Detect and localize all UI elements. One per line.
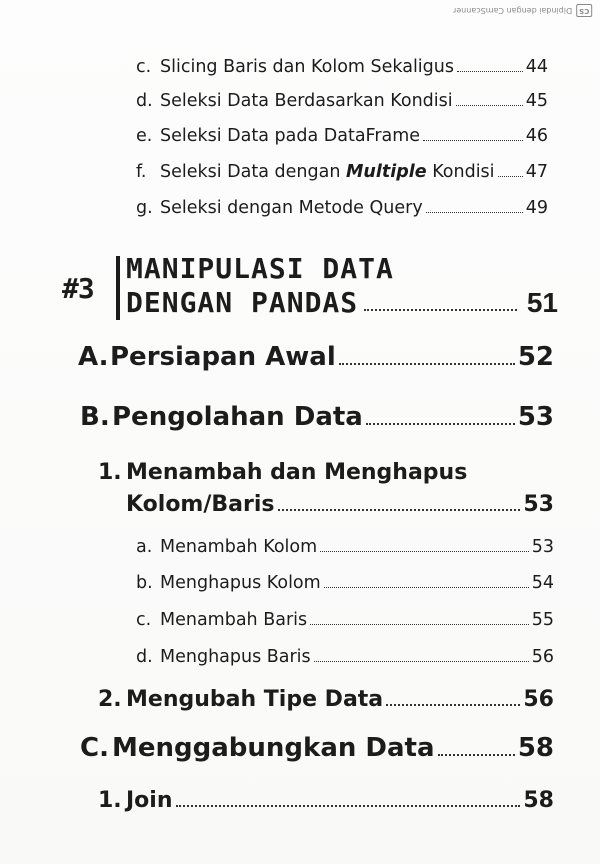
camscanner-logo-icon: CS — [576, 4, 592, 17]
toc-entry[interactable] — [136, 126, 548, 146]
toc-entry[interactable] — [136, 537, 554, 557]
dot-leader — [320, 551, 529, 552]
toc-entry[interactable] — [136, 610, 554, 630]
dot-leader — [310, 624, 529, 625]
toc-entry-title: Seleksi Data Berdasarkan Kondisi — [160, 91, 453, 111]
toc-entry-page: 56 — [531, 647, 554, 667]
toc-section-letter: B. — [80, 402, 110, 432]
toc-subsection-page: 58 — [523, 788, 554, 813]
toc-entry-letter: g. — [136, 198, 153, 218]
toc-entry-title: Menambah Kolom — [160, 537, 318, 557]
chapter-divider-bar — [116, 256, 120, 320]
toc-section-letter: A. — [78, 342, 109, 372]
toc-entry-title: Menghapus Baris — [160, 647, 311, 667]
toc-entry-page: 55 — [531, 610, 554, 630]
toc-subsection-title: Mengubah Tipe Data — [126, 687, 384, 712]
toc-section-page: 58 — [517, 733, 554, 763]
toc-entry-letter: e. — [136, 126, 153, 146]
toc-entry[interactable] — [136, 91, 548, 111]
toc-entry-letter: d. — [136, 91, 153, 111]
toc-entry-title: Menghapus Kolom — [160, 573, 321, 593]
toc-subsection-line-2[interactable] — [126, 492, 554, 517]
dot-leader — [456, 105, 523, 106]
toc-entry-title: Slicing Baris dan Kolom Sekaligus — [160, 57, 454, 77]
toc-section[interactable] — [80, 733, 554, 763]
dot-leader — [386, 704, 520, 706]
toc-section[interactable] — [80, 402, 554, 432]
toc-entry[interactable] — [136, 198, 548, 218]
toc-entry-page: 47 — [525, 162, 548, 182]
dot-leader — [278, 509, 521, 511]
toc-entry-letter: c. — [136, 610, 152, 630]
toc-subsection-number: 1. — [98, 460, 122, 485]
toc-subsection-page: 56 — [523, 687, 554, 712]
toc-entry-letter: c. — [136, 57, 152, 77]
toc-entry-page: 54 — [531, 573, 554, 593]
scanner-watermark-text: Dipindai dengan CamScanner — [452, 6, 572, 15]
toc-section-title: Pengolahan Data — [112, 402, 363, 432]
toc-section-title: Menggabungkan Data — [112, 733, 435, 763]
dot-leader — [339, 363, 515, 365]
dot-leader — [426, 212, 523, 213]
toc-entry-title: Seleksi dengan Metode Query — [160, 198, 423, 218]
toc-subsection-number: 1. — [98, 788, 122, 813]
toc-entry-title — [160, 162, 495, 182]
toc-entry-title: Seleksi Data pada DataFrame — [160, 126, 421, 146]
chapter-title-line-2: DENGAN PANDAS — [126, 286, 359, 319]
toc-entry[interactable] — [136, 647, 554, 667]
chapter-page: 51 — [526, 287, 558, 318]
toc-subsection-line-1[interactable] — [98, 460, 467, 485]
toc-entry-page: 46 — [525, 126, 548, 146]
toc-entry[interactable] — [136, 57, 548, 77]
chapter-heading[interactable] — [62, 252, 558, 322]
toc-entry-page: 53 — [531, 537, 554, 557]
chapter-title-line-2-row — [126, 286, 558, 319]
toc-entry-page: 49 — [525, 198, 548, 218]
toc-subsection[interactable] — [98, 687, 554, 712]
toc-subsection-title-line-2: Kolom/Baris — [126, 492, 275, 517]
toc-subsection-number: 2. — [98, 687, 122, 712]
toc-section-title: Persiapan Awal — [110, 342, 336, 372]
toc-entry-page: 45 — [525, 91, 548, 111]
toc-entry-letter: b. — [136, 573, 153, 593]
toc-entry-letter: d. — [136, 647, 153, 667]
dot-leader — [366, 423, 515, 425]
toc-entry-title-part: Seleksi Data dengan — [160, 162, 346, 182]
dot-leader — [176, 805, 521, 807]
toc-entry[interactable] — [136, 573, 554, 593]
toc-section-letter: C. — [80, 733, 109, 763]
toc-subsection-title-line-1: Menambah dan Menghapus — [126, 460, 468, 485]
toc-section[interactable] — [78, 342, 554, 372]
dot-leader — [457, 71, 523, 72]
scanner-watermark — [453, 4, 592, 17]
dot-leader — [364, 309, 517, 311]
toc-subsection-page: 53 — [523, 492, 554, 517]
toc-entry-title-part: Kondisi — [426, 162, 495, 182]
chapter-number: #3 — [62, 272, 94, 305]
toc-section-page: 52 — [517, 342, 554, 372]
toc-entry-letter: f. — [136, 162, 147, 182]
toc-entry-page: 44 — [525, 57, 548, 77]
toc-entry[interactable] — [136, 162, 548, 182]
chapter-title-line-1: MANIPULASI DATA — [126, 252, 394, 285]
dot-leader — [498, 176, 523, 177]
dot-leader — [423, 140, 523, 141]
toc-subsection-title: Join — [126, 788, 173, 813]
toc-section-page: 53 — [517, 402, 554, 432]
dot-leader — [438, 754, 515, 756]
toc-entry-letter: a. — [136, 537, 153, 557]
toc-entry-title-emphasis: Multiple — [345, 162, 427, 182]
dot-leader — [314, 661, 529, 662]
toc-subsection[interactable] — [98, 788, 554, 813]
dot-leader — [324, 587, 529, 588]
toc-entry-title: Menambah Baris — [160, 610, 308, 630]
